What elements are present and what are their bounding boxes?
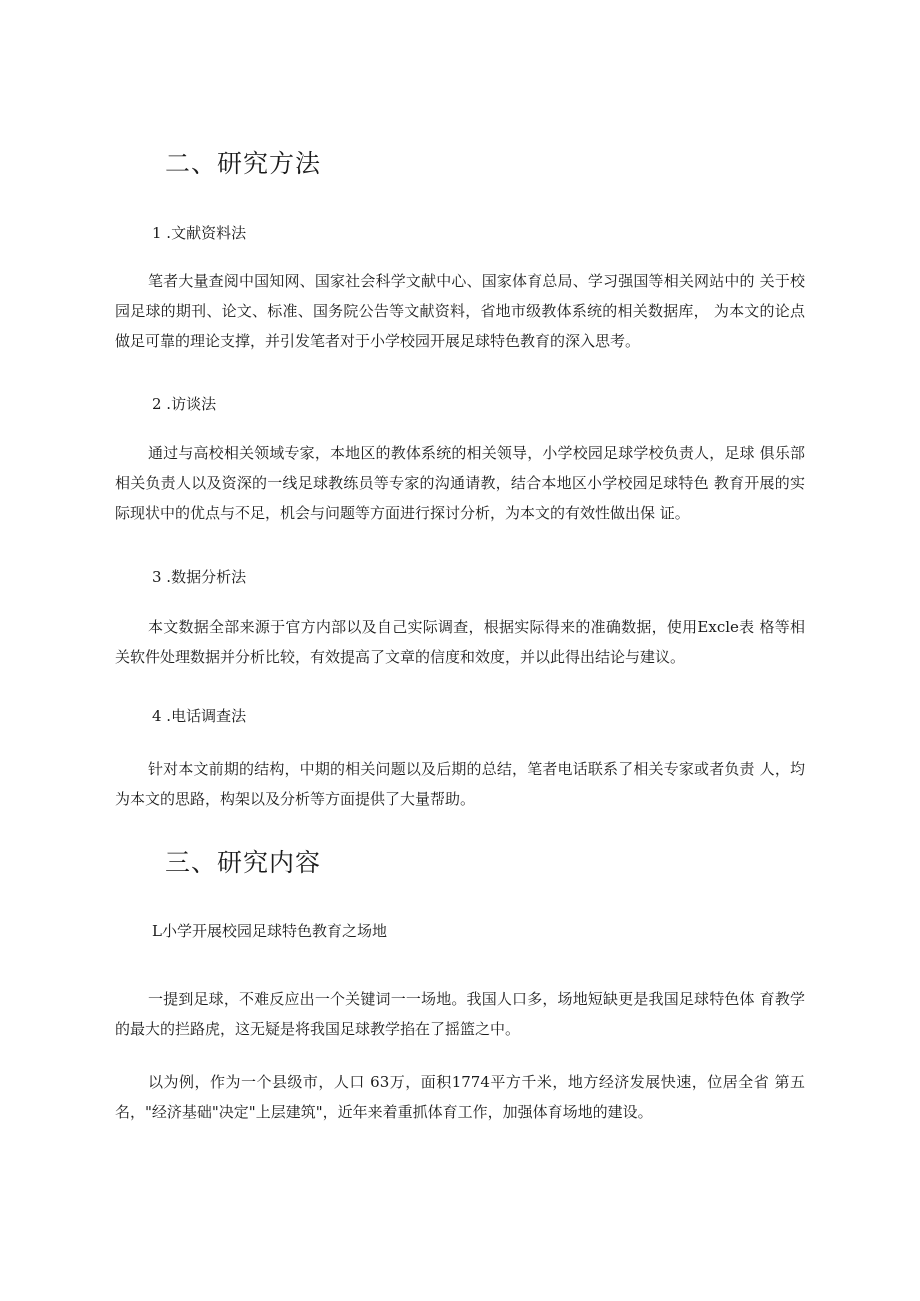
subheading-interview-method: 2 .访谈法 <box>152 395 217 413</box>
subheading-phone-survey-method: 4 .电话调查法 <box>152 707 247 725</box>
subheading-data-analysis-method: 3 .数据分析法 <box>152 568 247 586</box>
paragraph-literature-method: 笔者大量查阅中国知网、国家社会科学文献中心、国家体育总局、学习强国等相关网站中的 关于校园足球的期刊、论文、标准、国务院公告等文献资料，省地市级教体系统的相关数据库， 为本文的论点做足可靠的理论支撑，并引发笔者对于小学校园开展足球特色教育的深入思考。 <box>115 272 805 350</box>
paragraph-venue-example: 以为例，作为一个县级市，人口 63万，面积1774平方千米，地方经济发展快速，位居全省 第五名，"经济基础"决定"上层建筑"，近年来着重抓体育工作，加强体育场地的建设。 <box>115 1073 805 1121</box>
subheading-venue: L小学开展校园足球特色教育之场地 <box>152 922 387 940</box>
paragraph-interview-method: 通过与高校相关领域专家，本地区的教体系统的相关领导，小学校园足球学校负责人，足球 俱乐部相关负责人以及资深的一线足球教练员等专家的沟通请教，结合本地区小学校园足球特色 教育开展的实际现状中的优点与不足，机会与问题等方面进行探讨分析，为本文的有效性做出保 证。 <box>115 444 805 522</box>
section-heading-content: 三、研究内容 <box>165 848 322 877</box>
paragraph-phone-survey-method: 针对本文前期的结构，中期的相关问题以及后期的总结，笔者电话联系了相关专家或者负责 人，均为本文的思路，构架以及分析等方面提供了大量帮助。 <box>115 760 805 808</box>
subheading-literature-method: 1 .文献资料法 <box>152 224 247 242</box>
section-heading-methods: 二、研究方法 <box>165 149 322 178</box>
paragraph-venue-shortage: 一提到足球，不难反应出一个关键词一一场地。我国人口多，场地短缺更是我国足球特色体 育教学的最大的拦路虎，这无疑是将我国足球教学掐在了摇篮之中。 <box>115 990 805 1038</box>
paragraph-data-analysis-method: 本文数据全部来源于官方内部以及自己实际调查，根据实际得来的准确数据，使用Excle表 格等相关软件处理数据并分析比较，有效提高了文章的信度和效度，并以此得出结论与建议。 <box>115 618 805 666</box>
